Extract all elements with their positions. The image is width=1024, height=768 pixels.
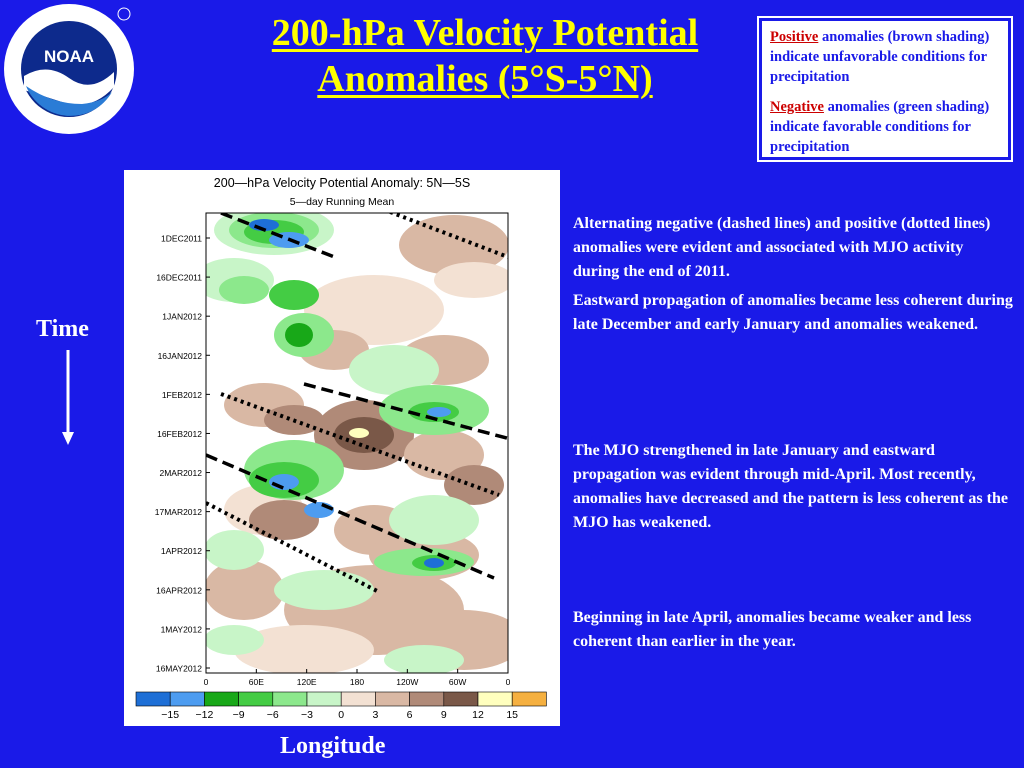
colorbar-tick-label: −15 [161, 709, 180, 721]
text-block-3 [573, 606, 1013, 654]
y-tick-label: 1FEB2012 [161, 389, 202, 400]
positive-text: anomalies (brown shading) indicate unfavorable conditions for precipitation [770, 29, 990, 85]
y-axis-ticks [155, 234, 210, 674]
negative-text: anomalies (green shading) indicate favorable conditions for precipitation [770, 99, 990, 155]
y-tick-label: 17MAR2012 [154, 507, 202, 518]
hovmoller-svg [124, 170, 560, 726]
colorbar-tick-label: 15 [506, 709, 519, 721]
y-tick-label: 1MAY2012 [160, 624, 202, 635]
colorbar-tick-label: 6 [406, 709, 413, 721]
text-block-2 [573, 439, 1013, 535]
y-tick-label: 1JAN2012 [162, 311, 202, 322]
colorbar-tick-label: −6 [266, 709, 279, 721]
figure-subtitle: 5—day Running Mean [289, 196, 395, 208]
title-line-2: Anomalies (5°S-5°N) [317, 58, 653, 100]
time-axis-label: Time [36, 316, 89, 342]
y-tick-label: 16DEC2011 [156, 272, 202, 283]
arrow-down-icon [61, 350, 75, 446]
colorbar [136, 692, 546, 721]
y-tick-label: 16MAY2012 [155, 663, 202, 674]
page-title [205, 10, 765, 102]
figure-title: 200—hPa Velocity Potential Anomaly: 5N—5S [213, 176, 471, 190]
colorbar-swatch [307, 692, 341, 706]
y-tick-label: 16APR2012 [156, 585, 202, 596]
y-tick-label: 16FEB2012 [157, 428, 202, 439]
paragraph-2: Eastward propagation of anomalies became less coherent during late December and early January and anomalies weakened. [573, 292, 1013, 333]
negative-note [770, 97, 1000, 157]
colorbar-swatch [444, 692, 478, 706]
positive-note [770, 27, 1000, 87]
x-tick-label: 120W [396, 677, 419, 687]
y-tick-label: 2MAR2012 [159, 468, 202, 479]
text-block-1 [573, 212, 1013, 337]
x-tick-label: 60E [248, 677, 264, 687]
x-tick-label: 60W [448, 677, 467, 687]
colorbar-swatch [204, 692, 238, 706]
anomaly-legend-box [759, 18, 1011, 160]
paragraph-4: Beginning in late April, anomalies became weaker and less coherent than earlier in the year. [573, 609, 972, 650]
anomaly-field [194, 202, 524, 675]
longitude-axis-label: Longitude [280, 733, 386, 759]
x-tick-label: 0 [505, 677, 511, 687]
colorbar-tick-label: 3 [372, 709, 379, 721]
colorbar-tick-label: −3 [301, 709, 313, 721]
colorbar-swatch [136, 692, 170, 706]
colorbar-swatch [273, 692, 307, 706]
paragraph-1: Alternating negative (dashed lines) and positive (dotted lines) anomalies were evident and associated with MJO activity during the end of 2011. [573, 215, 991, 280]
positive-keyword: Positive [770, 29, 819, 45]
x-tick-label: 0 [203, 677, 209, 687]
y-tick-label: 1APR2012 [160, 546, 202, 557]
colorbar-swatch [410, 692, 444, 706]
noaa-logo [2, 2, 136, 136]
title-line-1: 200-hPa Velocity Potential [271, 12, 699, 54]
colorbar-swatch [375, 692, 409, 706]
negative-keyword: Negative [770, 99, 824, 115]
colorbar-tick-label: 0 [338, 709, 345, 721]
logo-wordmark: NOAA [43, 47, 95, 66]
colorbar-swatch [170, 692, 204, 706]
colorbar-swatch [478, 692, 512, 706]
paragraph-3: The MJO strengthened in late January and eastward propagation was evident through mid-April. Most recently, anomalies have decreased and the pattern is less coherent as the MJO has weakened. [573, 442, 1008, 531]
y-tick-label: 1DEC2011 [161, 233, 202, 244]
colorbar-swatch [239, 692, 273, 706]
hovmoller-figure [124, 170, 560, 726]
colorbar-tick-label: 9 [440, 709, 447, 721]
colorbar-tick-label: 12 [472, 709, 484, 721]
y-tick-label: 16JAN2012 [157, 350, 202, 361]
x-tick-label: 180 [349, 677, 365, 687]
x-tick-label: 120E [296, 677, 317, 687]
colorbar-tick-label: −12 [195, 709, 214, 721]
colorbar-tick-label: −9 [232, 709, 245, 721]
colorbar-swatch [512, 692, 546, 706]
colorbar-swatch [341, 692, 375, 706]
